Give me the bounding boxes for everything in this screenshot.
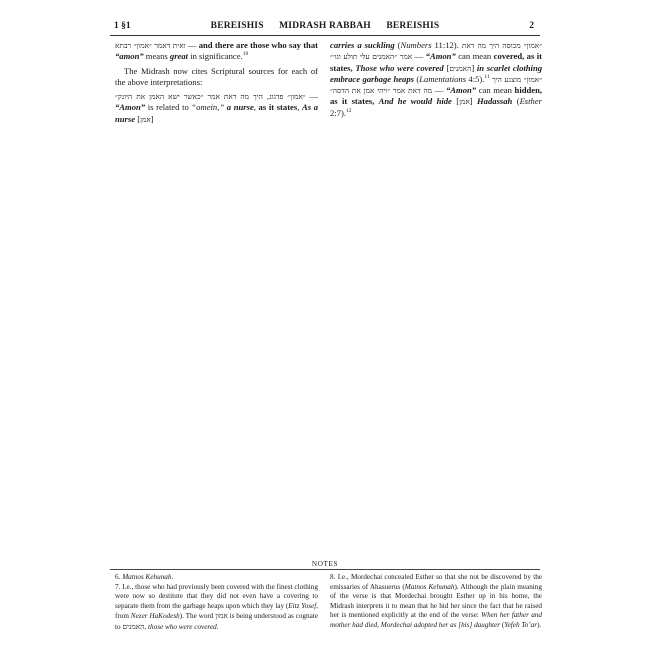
bold-italic-quote: Those who were covered: [355, 62, 444, 73]
page-number: 2: [529, 21, 534, 31]
text-run: (: [414, 73, 420, 84]
text-run: 4:5).: [466, 73, 485, 84]
text-run: can mean: [455, 51, 494, 62]
notes-column-left: [115, 573, 318, 632]
running-header: [110, 21, 540, 35]
hebrew-word: האמנים: [122, 621, 145, 631]
text-run: ,: [144, 622, 149, 631]
text-run: [: [451, 96, 460, 107]
paragraph: [115, 40, 318, 63]
citation-book: Numbers: [400, 40, 432, 50]
bold-italic-quote: in scarlet clothing embrace garbage heaps: [330, 62, 543, 84]
italic-source: Yefeh To’ar: [504, 620, 538, 629]
bold-italic-term: a nurse: [226, 102, 254, 113]
notes-rule: [110, 569, 540, 570]
text-run: ).: [537, 620, 542, 629]
bold-translation: and there are those who say that: [198, 40, 318, 50]
text-run: ). Although the plain meaning of the verse is that Mordechai brought Esther up in his home, the Midrash interprets it to mean that he hid her since the fact that he raised her is mentioned explicitly at the end of the verse:: [330, 582, 542, 619]
hebrew-text: ״אמון״ פדגוג, היך מה דאת אמר ״כאשר ישא האמן את היונק״: [115, 92, 306, 102]
text-run: in significance.: [188, 51, 243, 62]
italic-term: those who were covered: [148, 622, 217, 631]
text-run: 11:12).: [431, 40, 459, 50]
italic-source: Nezer HaKodesh: [130, 612, 180, 620]
bold-italic-quote: As a nurse: [115, 102, 319, 124]
text-run: ]: [469, 96, 477, 107]
bold-italic-term: “Amon”: [425, 51, 456, 62]
text-run: means: [143, 51, 170, 62]
hebrew-word: אמן: [459, 97, 470, 107]
text-run: can mean: [476, 85, 515, 96]
note-7: [115, 583, 318, 633]
note-6: [115, 573, 318, 583]
text-run: 7. I.e., those who had previously been covered with the finest clothing were now so destitute that they did not even have a covering to separate them from the garbage heaps upon which they lay (: [115, 582, 318, 610]
text-run: (: [512, 96, 520, 107]
hebrew-word: אמן: [140, 114, 151, 124]
italic-term: “omein,”: [191, 102, 225, 113]
italic-source: Matnos Kehunah: [122, 573, 172, 581]
hebrew-text: ״אמון״ מוצנע היך מה דאת אמר ״ויהי אמן את הדסה״: [330, 74, 542, 96]
bold-translation: covered, as it states,: [330, 51, 543, 73]
hebrew-text: ״אמון״ מכוסה היך מה דאת אמר ״האמנים עלי תולע וגו׳״: [330, 41, 543, 62]
hebrew-word: אמון: [215, 611, 228, 620]
italic-quote: When her father and mother had died, Mordechai adopted her as [his] daughter: [330, 611, 542, 629]
italic-source: Eitz Yosef: [288, 601, 317, 610]
footnote-ref: 11: [484, 74, 490, 81]
bold-italic-term: “Amon”: [115, 102, 146, 113]
hebrew-word: האמנים: [449, 63, 472, 73]
text-run: ]: [150, 113, 154, 124]
citation-book: Lamentations: [419, 73, 467, 84]
main-column-left: [115, 40, 318, 128]
bold-italic-term: “amon”: [115, 51, 144, 62]
text-run: .: [171, 573, 174, 581]
text-run: ). The word: [179, 612, 216, 620]
bold-italic-quote: carries a suckling: [330, 40, 395, 50]
text-run: —: [432, 85, 446, 96]
header-rule: [110, 35, 540, 36]
paragraph: [115, 91, 318, 125]
note-8: [330, 573, 542, 630]
note-number: 6.: [115, 573, 123, 581]
bold-italic-quote: And he would hide: [378, 96, 452, 107]
text-run: —: [305, 91, 318, 102]
bold-italic-term: great: [169, 51, 189, 62]
text-run: ,: [253, 102, 259, 113]
text-run: —: [412, 51, 426, 62]
bold-translation: hidden, as it states,: [330, 85, 543, 107]
paragraph: The Midrash now cites Scriptural sources for each of the above interpretations:: [115, 65, 318, 87]
bold-italic-term: “Amon”: [446, 85, 477, 96]
notes-heading: NOTES: [311, 560, 339, 568]
text-run: ]: [471, 62, 477, 73]
italic-source: Matnos Kehunah: [404, 582, 455, 591]
hebrew-text: ואית דאמר ״אמון״ רבתא: [115, 41, 186, 50]
footnote-ref: 12: [346, 107, 352, 114]
section-marker: 1 §1: [114, 21, 131, 31]
running-title: BEREISHIS MIDRASH RABBAH BEREISHIS: [210, 21, 440, 31]
text-run: ,: [297, 102, 302, 113]
text-run: —: [185, 40, 199, 50]
text-run: (: [394, 40, 401, 50]
main-column-right: [330, 40, 542, 122]
text-run: 8. I.e., Mordechai concealed Esther so that she not be discovered by the emissaries of Ahasuerus (: [330, 573, 542, 591]
paragraph: [330, 40, 542, 119]
text-run: .: [216, 622, 219, 631]
text-run: 2:7).: [330, 107, 346, 118]
text-run: is being understood as cognate to: [115, 612, 318, 631]
text-run: , from: [115, 601, 318, 620]
notes-column-right: [330, 573, 542, 630]
bold-italic-quote: Hadassah: [477, 96, 513, 107]
text-run: (: [500, 620, 505, 629]
text-run: [: [443, 62, 450, 73]
bold-translation: as it states: [258, 102, 298, 113]
text-run: [: [135, 113, 141, 124]
text-run: is related to: [145, 102, 192, 113]
citation-book: Esther: [519, 96, 542, 107]
footnote-ref: 10: [242, 51, 249, 58]
